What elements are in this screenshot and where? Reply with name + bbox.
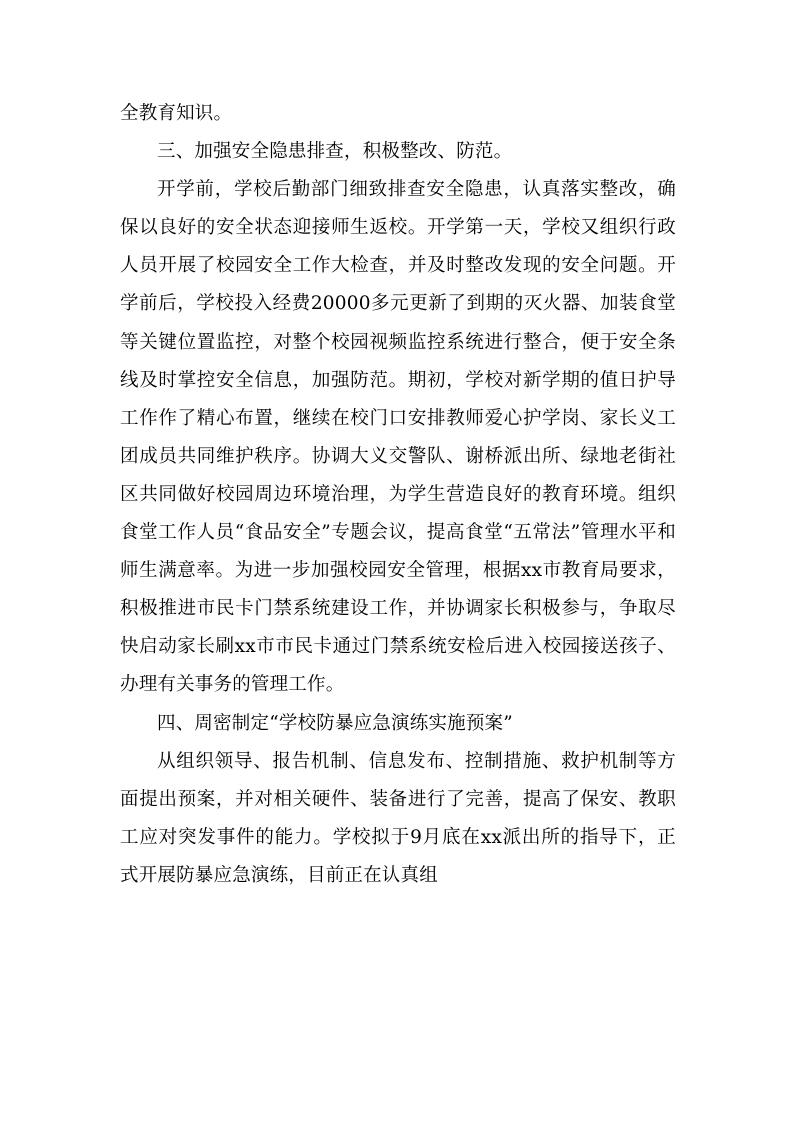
section-heading-4: 四、周密制定“学校防暴应急演练实施预案”: [157, 712, 513, 734]
paragraph-continuation: 全教育知识。: [120, 103, 233, 124]
paragraph-section-4: 从组织领导、报告机制、信息发布、控制措施、救护机制等方面提出预案，并对相关硬件、装备进行了完善，提高了保安、教职工应对突发事件的能力。学校拟于9月底在xx派出所的指导下，正式开展防暴应急演练，目前正在认真组: [120, 750, 676, 886]
section-heading-3: 三、加强安全隐患排查，积极整改、防范。: [157, 141, 513, 163]
document-body: [120, 95, 676, 895]
paragraph-section-3: 开学前，学校后勤部门细致排查安全隐患，认真落实整改，确保以良好的安全状态迎接师生返校。开学第一天，学校又组织行政人员开展了校园安全工作大检查，并及时整改发现的安全问题。开学前后，学校投入经费20000多元更新了到期的灭火器、加装食堂等关键位置监控，对整个校园视频监控系统进行整合，便于安全条线及时掌控安全信息，加强防范。期初，学校对新学期的值日护导工作作了精心布置，继续在校门口安排教师爱心护学岗、家长义工团成员共同维护秩序。协调大义交警队、谢桥派出所、绿地老街社区共同做好校园周边环境治理，为学生营造良好的教育环境。组织食堂工作人员“食品安全”专题会议，提高食堂“五常法”管理水平和师生满意率。为进一步加强校园安全管理，根据xx市教育局要求，积极推进市民卡门禁系统建设工作，并协调家长积极参与，争取尽快启动家长刷xx市市民卡通过门禁系统安检后进入校园接送孩子、办理有关事务的管理工作。: [120, 179, 676, 696]
